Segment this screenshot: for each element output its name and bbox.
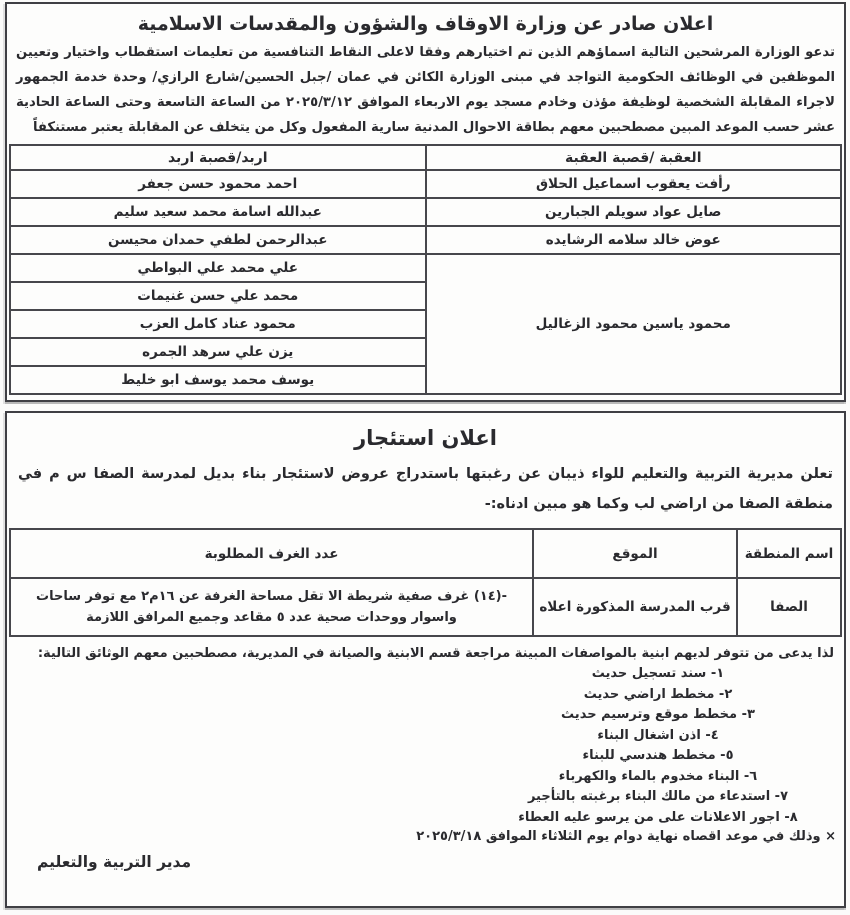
requirement-item-4: ٤- اذن اشغال البناء bbox=[597, 727, 719, 743]
rental-announcement-section bbox=[5, 411, 846, 908]
awqaf-body: تدعو الوزارة المرشحين التالية اسماؤهم الذين تم اختيارهم وفقا لاعلى النقاط التنافسية من تعليمات استقطاب واختيار وتعيين الموظفين في الوظائف الحكومية التواجد في مبنى الوزارة الكائن في عمان /جبل الحسين/شارع الرازي/ وحدة خدمة الجمهور لاجراء المقابلة الشخصية لوظيفة مؤذن وخادم مسجد يوم الاربعاء الموافق ٢٠٢٥/٣/١٢ من الساعة التاسعة وحتى الساعة الحادية عشر حسب الموعد المبين مصطحبين معهم بطاقة الاحوال المدنية سارية المفعول وكل من يتخلف عن المقابلة يعتبر مستنكفاً bbox=[16, 45, 835, 135]
table-header-row bbox=[10, 529, 841, 578]
awqaf-title: اعلان صادر عن وزارة الاوقاف والشؤون والمقدسات الاسلامية bbox=[137, 13, 714, 35]
table-row bbox=[10, 578, 841, 636]
locations-table bbox=[9, 528, 842, 637]
requirements-list bbox=[478, 664, 838, 828]
requirement-item-5: ٥- مخطط هندسي للبناء bbox=[582, 748, 734, 763]
candidate-cell: علي محمد علي البواطي bbox=[10, 254, 426, 282]
requirement-item-3: ٣- مخطط موقع وترسيم حديث bbox=[561, 707, 755, 722]
header-aqaba: العقبة /قصبة العقبة bbox=[426, 145, 842, 170]
deadline-note: × وذلك في موعد اقصاه نهاية دوام يوم الثلاثاء الموافق ٢٠٢٥/٣/١٨ bbox=[416, 829, 836, 844]
candidate-cell: صايل عواد سويلم الجبارين bbox=[426, 198, 842, 226]
candidate-cell: عبدالرحمن لطفي حمدان محيسن bbox=[10, 226, 426, 254]
candidate-cell-merged: محمود ياسين محمود الزغاليل bbox=[426, 254, 842, 394]
rental-body: تعلن مديرية التربية والتعليم للواء ذيبان عن رغبتها باستدراج عروض لاستئجار بناء بديل لمدرسة الصفا س م في منطقة الصفا من اراضي لب وكما هو مبين ادناه:- bbox=[18, 466, 833, 512]
candidate-cell: محمد علي حسن غنيمات bbox=[10, 282, 426, 310]
location-cell: قرب المدرسة المذكورة اعلاه bbox=[533, 578, 737, 636]
awqaf-announcement-section bbox=[5, 2, 846, 402]
table-row bbox=[10, 198, 841, 226]
requirement-item-1: ١- سند تسجيل حديث bbox=[591, 666, 725, 681]
candidate-cell: عوض خالد سلامه الرشايده bbox=[426, 226, 842, 254]
candidate-cell: يوسف محمد يوسف ابو خليط bbox=[10, 366, 426, 394]
header-irbid: اربد/قصبة اربد bbox=[10, 145, 426, 170]
requirement-item-7: ٧- استدعاء من مالك البناء برغبته بالتأجير bbox=[527, 789, 789, 804]
candidate-cell: احمد محمود حسن جعفر bbox=[10, 170, 426, 198]
requirement-item-8: ٨- اجور الاعلانات على من يرسو عليه العطاء bbox=[518, 809, 798, 825]
candidate-cell: رأفت يعقوب اسماعيل الحلاق bbox=[426, 170, 842, 198]
requirements-intro: لذا يدعى من تتوفر لديهم ابنية بالمواصفات المبينة مراجعة قسم الابنية والصيانة في المديرية، مصطحبين معهم الوثائق التالية: bbox=[37, 646, 834, 661]
table-header-row bbox=[10, 145, 841, 170]
region-cell: الصفا bbox=[737, 578, 841, 636]
candidate-cell: يزن علي سرهد الجمره bbox=[10, 338, 426, 366]
candidate-cell: عبدالله اسامة محمد سعيد سليم bbox=[10, 198, 426, 226]
table-row bbox=[10, 254, 841, 282]
table-row bbox=[10, 170, 841, 198]
candidate-cell: محمود عناد كامل العزب bbox=[10, 310, 426, 338]
signature: مدير التربية والتعليم bbox=[37, 853, 192, 871]
candidates-table bbox=[9, 144, 842, 395]
requirement-item-6: ٦- البناء مخدوم بالماء والكهرباء bbox=[558, 768, 758, 784]
rental-title: اعلان استئجار bbox=[354, 426, 497, 450]
rooms-cell: -(١٤) غرف صفية شريطة الا تقل مساحة الغرفة عن ١٦م٢ مع توفر ساحات واسوار ووحدات صحية عدد ٥ مقاعد وجميع المرافق اللازمة bbox=[10, 578, 533, 636]
header-rooms: عدد الغرف المطلوبة bbox=[10, 529, 533, 578]
requirement-item-2: ٢- مخطط اراضي حديث bbox=[583, 686, 733, 702]
header-region: اسم المنطقة bbox=[737, 529, 841, 578]
table-row bbox=[10, 226, 841, 254]
header-location: الموقع bbox=[533, 529, 737, 578]
